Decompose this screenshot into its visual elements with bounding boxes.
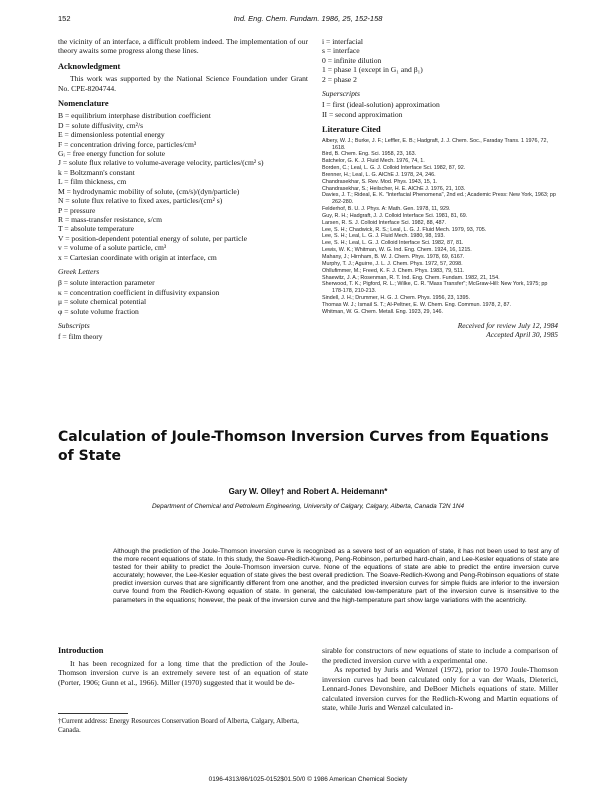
article-abstract: Although the prediction of the Joule-Thomson inversion curve is recognized as a severe test of an equation of state, it has not been used to test any of the more recent equations of state. In this study, the Soave-Redlich-Kwong, Peng-Robinson, perturbed hard-chain, and Lee-Kesler equations of state are tested for their ability to predict the Joule-Thomson inversion curve. None of the equations of state are able to predict the entire inversion curve accurately; however, the Lee-Kesler equation of state gives the best overall prediction. The Soave-Redlich-Kwong and Peng-Robinson equations of state predict inversion curves that are significantly different from one another, and the predicted inversion curves for simple fluids are inferior to the inversion curve found from the Redlich-Kwong equation of state. In general, the calculated low-temperature part of the inversion curve is insensitive to the parameters in the equations; however, the peak of the inversion curve and the high-temperature part show large variations with the acentricity. <box>113 548 559 604</box>
reference-item: Chandrasekhar, S. Rev. Mod. Phys. 1943, 15, 1. <box>322 178 438 185</box>
subscript-item: 1 = phase 1 (except in G₁ and β₁) <box>322 65 423 75</box>
reference-item: Shaewitz, J. A.; Rosenman, R. T. Ind. Eng. Chem. Fundam. 1982, 21, 154. <box>322 274 500 281</box>
journal-citation: Ind. Eng. Chem. Fundam. 1986, 25, 152-158 <box>233 14 383 23</box>
nomenclature-item: E = dimensionless potential energy <box>58 130 165 140</box>
left-column <box>58 37 308 342</box>
right-column <box>322 37 558 339</box>
continuation-text: the vicinity of an interface, a difficult problem indeed. The implementation of our theory awaits some progress along these lines. <box>58 37 308 56</box>
nomenclature-item: Gᵢ = free energy function for solute <box>58 149 166 159</box>
literature-heading: Literature Cited <box>322 125 381 135</box>
acknowledgment-heading: Acknowledgment <box>58 61 121 71</box>
footnote-divider <box>58 713 128 714</box>
subscript-item: 0 = infinite dilution <box>322 55 382 65</box>
reference-item: Albery, W. J.; Burke, J. F.; Leffler, E. B.; Hadgraft, J. J. Chem. Soc., Faraday Trans. 1 1976, 72, 1618. <box>322 137 549 151</box>
reference-list <box>322 138 558 316</box>
reference-item: Lee, S. H.; Chadwick, R. S.; Leal, L. G. J. Fluid Mech. 1979, 93, 705. <box>322 226 487 233</box>
author-affiliation: Department of Chemical and Petroleum Engineering, University of Calgary, Calgary, Alberta, Canada T2N 1N4 <box>151 503 465 510</box>
superscript-item: II = second approximation <box>322 109 403 119</box>
introduction-paragraph: It has been recognized for a long time that the prediction of the Joule-Thomson inversion curve is an extremely severe test of an equation of state (Porter, 1906; Gunn et al., 1966). Miller (1970) suggested that it would be de- <box>58 658 308 687</box>
introduction-paragraph-cont: sirable for constructors of new equations of state to include a comparison of the predicted inversion curve with a experimental one. <box>322 646 558 665</box>
article-title: Calculation of Joule-Thomson Inversion Curves from Equations of State <box>58 429 549 464</box>
nomenclature-item: L = film thickness, cm <box>58 177 127 187</box>
accepted-date: Accepted April 30, 1985 <box>486 329 558 339</box>
subscript-item: f = film theory <box>58 332 103 342</box>
subscript-item: i = interfacial <box>322 37 363 46</box>
reference-item: Chandrasekhar, S.; Heilscher, H. E. AIChE J. 1976, 21, 103. <box>322 185 466 192</box>
running-header <box>58 14 558 26</box>
nomenclature-item: N = solute flux relative to fixed axes, particles/(cm² s) <box>58 196 223 206</box>
reference-item: Murphy, T. J.; Aguirre, J. L. J. Chem. Phys. 1972, 57, 2098. <box>322 260 463 267</box>
copyright-footer: 0196-4313/86/1025-0152$01.50/0 © 1986 American Chemical Society <box>208 776 408 783</box>
nomenclature-item: F = concentration driving force, particles/cm³ <box>58 139 197 149</box>
nomenclature-item: T = absolute temperature <box>58 224 135 234</box>
introduction-heading: Introduction <box>58 646 104 655</box>
article-authors: Gary W. Olley† and Robert A. Heidemann* <box>228 487 388 496</box>
greek-heading: Greek Letters <box>58 266 100 276</box>
introduction-right <box>322 646 558 713</box>
reference-item: Lee, S. H.; Leal, L. G. J. Fluid Mech. 1980, 98, 193. <box>322 233 445 240</box>
nomenclature-item: v = volume of a solute particle, cm³ <box>58 243 167 253</box>
subscript-item: s = interface <box>322 46 360 56</box>
greek-item: φ = solute volume fraction <box>58 306 139 316</box>
nomenclature-item: J = solute flux relative to volume-average velocity, particles/(cm² s) <box>58 158 264 168</box>
superscripts-heading: Superscripts <box>322 89 360 99</box>
subscripts-heading: Subscripts <box>58 320 90 330</box>
nomenclature-item: R = mass-transfer resistance, s/cm <box>58 214 163 224</box>
nomenclature-item: M = hydrodynamic mobility of solute, (cm/s)/(dyn/particle) <box>58 186 240 196</box>
reference-item: Borden, C.; Leal, L. G. J. Colloid Interface Sci. 1982, 87, 92. <box>322 165 466 172</box>
introduction-left <box>58 646 308 687</box>
reference-item: Batchelor, G. K. J. Fluid Mech. 1976, 74, 1. <box>322 158 425 165</box>
acknowledgment-text: This work was supported by the National Science Foundation under Grant No. CPE-8204744. <box>58 74 308 93</box>
reference-item: Bird, B. Chem. Eng. Sci. 1958, 23, 163. <box>322 151 417 158</box>
reference-item: Mahany, J.; Hirnham, B. W. J. Chem. Phys. 1978, 69, 6167. <box>322 254 465 260</box>
reference-item: Lewis, W. K.; Whitman, W. G. Ind. Eng. Chem. 1924, 16, 1215. <box>322 247 472 254</box>
nomenclature-item: k = Boltzmann's constant <box>58 167 135 177</box>
nomenclature-item: B = equilibrium interphase distribution coefficient <box>58 111 211 121</box>
subscript-item: 2 = phase 2 <box>322 74 357 84</box>
nomenclature-item: D = solute diffusivity, cm²/s <box>58 120 144 130</box>
footnote: †Current address: Energy Resources Conservation Board of Alberta, Calgary, Alberta, Canada. <box>58 717 299 734</box>
introduction-paragraph-2: As reported by Juris and Wenzel (1972), prior to 1970 Joule-Thomson inversion curves had been calculated only for a van der Waals, Dieterici, Lennard-Jones Devonshire, and DeBoer Michels equations of state. Miller calculated inversion curves for the Redlich-Kwong and Martin equations of state, while Juris and Wenzel calculated in- <box>322 665 558 712</box>
nomenclature-list <box>58 111 308 262</box>
reference-item: Whitman, W. G. Chem. Metall. Eng. 1923, 29, 146. <box>322 308 444 315</box>
greek-item: κ = concentration coefficient in diffusivity expansion <box>58 287 220 297</box>
reference-item: Sindell, J. H.; Drummer, H. G. J. Chem. Phys. 1956, 23, 1395. <box>322 295 471 302</box>
received-date: Received for review July 12, 1984 <box>457 320 558 330</box>
reference-item: Davies, J. T.; Rideal, E. K. "Interfacial Phenomena", 2nd ed.; Academic Press: New York, 1963; pp 262-280. <box>322 192 556 206</box>
nomenclature-heading: Nomenclature <box>58 99 109 109</box>
reference-item: Ohllufimmer, M.; Freed, K. F. J. Chem. Phys. 1983, 79, 511. <box>322 267 465 274</box>
reference-item: Larsen, R. S. J. Colloid Interface Sci. 1982, 88, 487. <box>322 219 447 226</box>
greek-item: β = solute interaction parameter <box>58 278 155 288</box>
reference-item: Felderhof, B. U. J. Phys. A: Math. Gen. 1978, 11, 929. <box>322 206 451 213</box>
nomenclature-item: x = Cartesian coordinate with origin at interface, cm <box>58 252 217 262</box>
nomenclature-item: V = position-dependent potential energy of solute, per particle <box>58 233 247 243</box>
reference-item: Guy, R. H.; Hadgraft, J. J. Colloid Interface Sci. 1981, 81, 69. <box>322 212 468 219</box>
nomenclature-item: P = pressure <box>58 205 96 215</box>
reference-item: Sherwood, T. K.; Pigford, R. L.; Wilke, C. R. "Mass Transfer"; McGraw-Hill: New York, 1975; pp 178-178, 210-213. <box>322 281 548 295</box>
page-number: 152 <box>58 14 71 23</box>
reference-item: Thomas W. J.; Ismail S. T.; Al-Peltner, E. W. Chem. Eng. Commun. 1978, 2, 87. <box>322 301 511 308</box>
superscript-item: I = first (ideal-solution) approximation <box>322 100 440 110</box>
greek-item: μ = solute chemical potential <box>58 297 147 307</box>
reference-item: Lee, S. H.; Leal, L. G. J. Colloid Interface Sci. 1982, 87, 81. <box>322 240 464 247</box>
reference-item: Brenner, H.; Leal, L. G. AIChE J. 1978, 24, 246. <box>322 171 436 178</box>
